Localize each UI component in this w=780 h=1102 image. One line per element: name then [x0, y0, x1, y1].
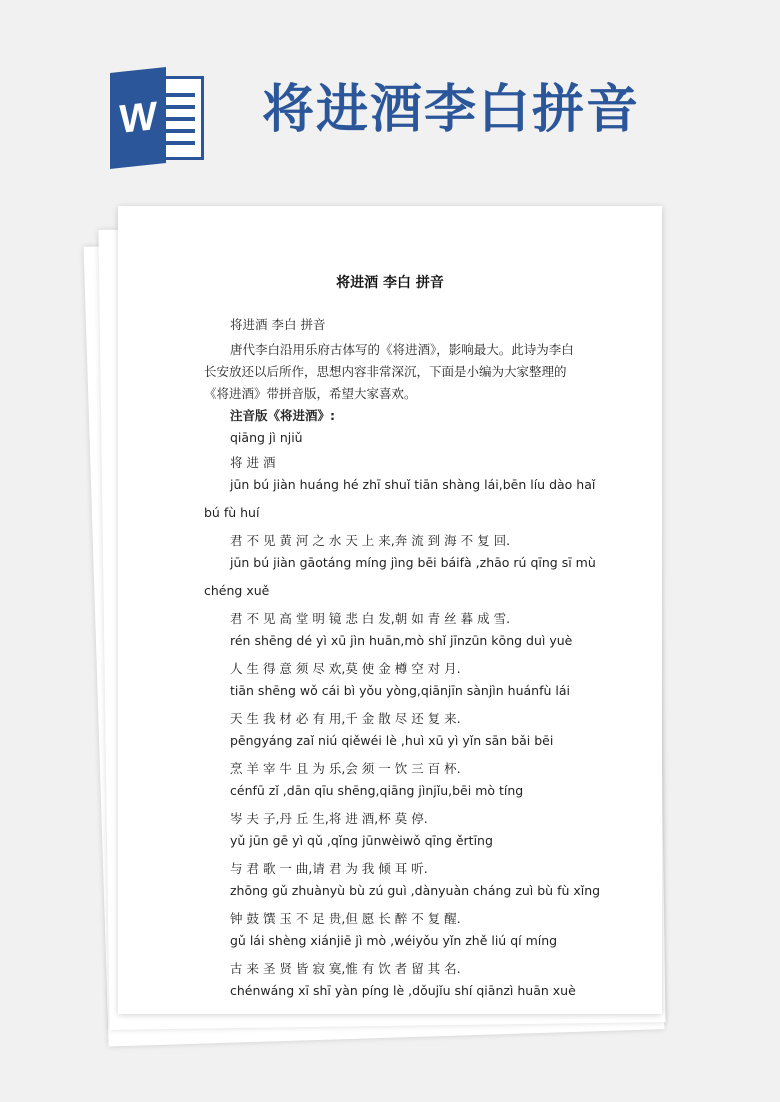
- intro-line: 唐代李白沿用乐府古体写的《将进酒》，影响最大。此诗为李白: [230, 342, 574, 357]
- banner-title: 将进酒李白拼音: [262, 79, 641, 140]
- poem-line-hanzi: 钟 鼓 馔 玉 不 足 贵,但 愿 长 醉 不 复 醒.: [230, 911, 461, 926]
- document-page: [118, 206, 662, 1014]
- poem-line-pinyin: gǔ lái shèng xiánjiē jì mò ,wéiyǒu yǐn zhě liú qí míng: [230, 933, 558, 948]
- intro-line: 长安放还以后所作，思想内容非常深沉，下面是小编为大家整理的: [204, 364, 567, 379]
- word-app-icon: [110, 70, 206, 166]
- poem-title: 将 进 酒: [230, 455, 276, 470]
- document-body: [204, 314, 624, 1008]
- poem-line-hanzi: 岑 夫 子,丹 丘 生,将 进 酒,杯 莫 停.: [230, 811, 428, 826]
- word-logo-letter: W: [110, 67, 166, 169]
- poem-line-hanzi: 古 来 圣 贤 皆 寂 寞,惟 有 饮 者 留 其 名.: [230, 961, 461, 976]
- poem-line-pinyin: jūn bú jiàn gāotáng míng jìng bēi báifà ,zhāo rú qīng sī mù: [230, 555, 596, 570]
- poem-line-pinyin-cont: chéng xuě: [204, 583, 270, 598]
- poem-line-hanzi: 君 不 见 高 堂 明 镜 悲 白 发,朝 如 青 丝 暮 成 雪.: [230, 611, 511, 626]
- poem-line-pinyin: yǔ jūn gē yì qǔ ,qǐng jūnwèiwǒ qīng ěrtīng: [230, 833, 493, 848]
- poem-lines: [204, 474, 624, 1008]
- poem-line-hanzi: 人 生 得 意 须 尽 欢,莫 使 金 樽 空 对 月.: [230, 661, 461, 676]
- intro-line: 《将进酒》带拼音版，希望大家喜欢。: [204, 386, 417, 401]
- section-heading: 注音版《将进酒》:: [230, 408, 335, 423]
- document-subtitle: 将进酒 李白 拼音: [230, 317, 326, 332]
- poem-line-pinyin: chénwáng xī shī yàn píng lè ,dǒujǐu shí qiānzì huān xuè: [230, 983, 576, 998]
- title-pinyin: qiāng jì njiǔ: [230, 430, 303, 445]
- header-banner: [0, 0, 780, 200]
- poem-line-hanzi: 烹 羊 宰 牛 且 为 乐,会 须 一 饮 三 百 杯.: [230, 761, 461, 776]
- poem-line-hanzi: 君 不 见 黄 河 之 水 天 上 来,奔 流 到 海 不 复 回.: [230, 533, 511, 548]
- document-title: 将进酒 李白 拼音: [336, 275, 444, 291]
- poem-line-hanzi: 天 生 我 材 必 有 用,千 金 散 尽 还 复 来.: [230, 711, 461, 726]
- poem-line-pinyin-cont: bú fù huí: [204, 505, 260, 520]
- poem-line-pinyin: pēngyáng zaǐ niú qiěwéi lè ,huì xū yì yǐn sān bǎi bēi: [230, 733, 554, 748]
- poem-line-pinyin: zhōng gǔ zhuànyù bù zú guì ,dànyuàn cháng zuì bù fù xǐng: [230, 883, 601, 898]
- poem-line-pinyin: tiān shēng wǒ cái bì yǒu yòng,qiānjīn sànjìn huánfù lái: [230, 683, 571, 698]
- poem-line-pinyin: cénfū zǐ ,dān qīu shēng,qiāng jìnjǐu,bēi mò tíng: [230, 783, 524, 798]
- poem-line-hanzi: 与 君 歌 一 曲,请 君 为 我 倾 耳 听.: [230, 861, 428, 876]
- poem-line-pinyin: jūn bú jiàn huáng hé zhī shuǐ tiān shàng lái,bēn líu dào haǐ: [230, 477, 596, 492]
- poem-line-pinyin: rén shēng dé yì xū jìn huān,mò shǐ jīnzūn kōng duì yuè: [230, 633, 573, 648]
